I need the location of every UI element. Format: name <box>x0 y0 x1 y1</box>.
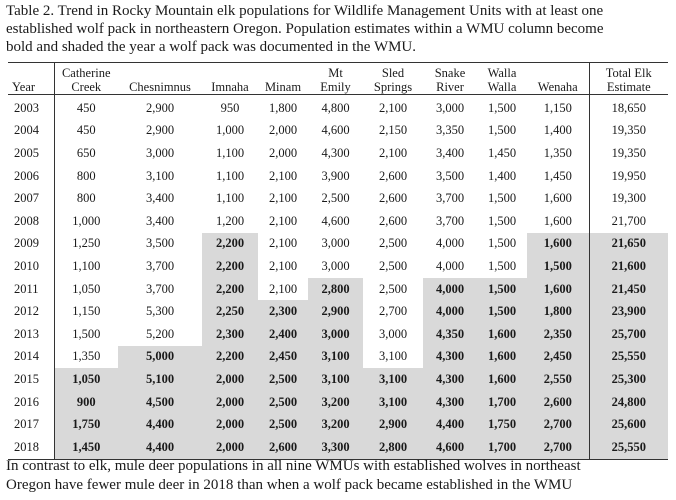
value-cell: 1,100 <box>215 145 245 160</box>
value-cell: 3,300 <box>308 436 363 459</box>
value-cell: 3,400 <box>435 145 465 160</box>
table-body <box>8 95 668 459</box>
year-cell: 2006 <box>8 165 54 188</box>
value-cell: 19,950 <box>589 165 668 188</box>
caption-line-2: established wolf pack in northeastern Oregon. Population estimates within a WMU column become <box>6 21 604 37</box>
value-cell: 1,500 <box>477 300 527 323</box>
value-cell: 3,000 <box>321 236 350 251</box>
value-cell: 3,100 <box>378 349 408 364</box>
table-row <box>8 187 668 210</box>
paragraph-line-1: In contrast to elk, mule deer populations in all nine WMUs with established wolves in northeast <box>6 458 581 474</box>
value-cell: 1,050 <box>54 368 118 391</box>
value-cell: 2,100 <box>378 100 408 115</box>
value-cell: 1,000 <box>72 213 101 228</box>
value-cell: 2,600 <box>378 213 408 228</box>
value-cell: 2,500 <box>258 368 308 391</box>
year-cell: 2009 <box>8 233 54 256</box>
column-header-line-1: Sled <box>381 66 405 80</box>
value-cell: 4,600 <box>321 123 350 138</box>
column-header <box>308 63 363 95</box>
value-cell: 450 <box>76 123 96 138</box>
value-cell: 2,100 <box>268 191 298 206</box>
column-header-line-1: Walla <box>487 66 517 80</box>
value-cell: 4,600 <box>321 213 350 228</box>
value-cell: 800 <box>76 168 96 183</box>
value-cell: 3,500 <box>145 236 175 251</box>
value-cell: 3,500 <box>435 168 465 183</box>
table-row <box>8 278 668 301</box>
caption-line-3: bold and shaded the year a wolf pack was documented in the WMU. <box>6 39 417 55</box>
value-cell: 1,600 <box>477 346 527 369</box>
value-cell: 3,000 <box>145 145 175 160</box>
value-cell: 2,000 <box>202 391 258 414</box>
value-cell: 3,200 <box>308 413 363 436</box>
value-cell: 2,900 <box>145 100 175 115</box>
value-cell: 1,500 <box>487 123 517 138</box>
column-header <box>527 63 589 95</box>
value-cell: 2,600 <box>378 168 408 183</box>
table-row <box>8 346 668 369</box>
value-cell: 800 <box>76 191 96 206</box>
value-cell: 1,450 <box>54 436 118 459</box>
column-header <box>54 63 118 95</box>
column-header-line-1 <box>202 66 258 80</box>
value-cell: 2,500 <box>258 391 308 414</box>
value-cell: 1,600 <box>527 278 589 301</box>
year-cell: 2005 <box>8 142 54 165</box>
value-cell: 2,100 <box>268 213 298 228</box>
value-cell: 3,100 <box>363 391 423 414</box>
column-header <box>202 63 258 95</box>
column-header-line-1: Total Elk <box>605 66 652 80</box>
value-cell: 23,900 <box>589 300 668 323</box>
column-header <box>118 63 202 95</box>
value-cell: 3,100 <box>145 168 175 183</box>
value-cell: 2,700 <box>527 413 589 436</box>
value-cell: 25,600 <box>589 413 668 436</box>
value-cell: 2,600 <box>527 391 589 414</box>
year-cell: 2017 <box>8 413 54 436</box>
year-cell: 2013 <box>8 323 54 346</box>
year-cell: 2007 <box>8 187 54 210</box>
value-cell: 1,700 <box>477 391 527 414</box>
value-cell: 19,350 <box>589 120 668 143</box>
paragraph-line-2: Oregon have fewer mule deer in 2018 than when a wolf pack became established in the WMU <box>6 477 573 493</box>
value-cell: 3,000 <box>308 323 363 346</box>
column-header-line-2: Creek <box>71 80 102 94</box>
year-cell: 2008 <box>8 210 54 233</box>
table-row <box>8 300 668 323</box>
value-cell: 4,400 <box>118 413 202 436</box>
value-cell: 1,400 <box>543 123 572 138</box>
table-row <box>8 391 668 414</box>
value-cell: 1,750 <box>54 413 118 436</box>
table-row <box>8 233 668 256</box>
value-cell: 2,100 <box>268 258 298 273</box>
value-cell: 1,500 <box>487 258 517 273</box>
value-cell: 3,700 <box>435 213 465 228</box>
value-cell: 2,300 <box>202 323 258 346</box>
column-header-line-2: River <box>436 80 464 94</box>
value-cell: 3,000 <box>321 258 350 273</box>
value-cell: 25,550 <box>589 346 668 369</box>
value-cell: 2,150 <box>378 123 408 138</box>
value-cell: 3,200 <box>308 391 363 414</box>
value-cell: 3,000 <box>378 326 408 341</box>
value-cell: 2,200 <box>202 278 258 301</box>
value-cell: 4,000 <box>435 258 465 273</box>
value-cell: 4,400 <box>423 413 477 436</box>
value-cell: 3,700 <box>145 258 175 273</box>
value-cell: 2,350 <box>527 323 589 346</box>
value-cell: 3,400 <box>145 213 175 228</box>
value-cell: 2,300 <box>258 300 308 323</box>
value-cell: 1,600 <box>477 368 527 391</box>
value-cell: 1,100 <box>72 258 101 273</box>
value-cell: 4,400 <box>118 436 202 459</box>
column-header-line-1: Mt <box>328 66 343 80</box>
value-cell: 1,350 <box>543 145 572 160</box>
value-cell: 1,500 <box>527 255 589 278</box>
table-row <box>8 120 668 143</box>
year-cell: 2015 <box>8 368 54 391</box>
value-cell: 1,100 <box>215 168 245 183</box>
value-cell: 19,350 <box>589 142 668 165</box>
value-cell: 2,100 <box>378 145 408 160</box>
value-cell: 2,500 <box>378 281 408 296</box>
value-cell: 1,200 <box>215 213 245 228</box>
table-row <box>8 142 668 165</box>
column-header-line-2: Emily <box>320 80 351 94</box>
value-cell: 2,450 <box>527 346 589 369</box>
value-cell: 1,600 <box>543 191 572 206</box>
value-cell: 1,500 <box>72 326 101 341</box>
column-header <box>258 63 308 95</box>
value-cell: 1,350 <box>72 349 101 364</box>
column-header-line-1 <box>258 66 308 80</box>
year-cell: 2016 <box>8 391 54 414</box>
value-cell: 3,100 <box>308 368 363 391</box>
value-cell: 4,800 <box>321 100 350 115</box>
value-cell: 3,700 <box>435 191 465 206</box>
value-cell: 2,500 <box>258 413 308 436</box>
table-row <box>8 210 668 233</box>
value-cell: 450 <box>76 100 96 115</box>
value-cell: 2,100 <box>268 236 298 251</box>
value-cell: 2,000 <box>268 145 298 160</box>
value-cell: 4,300 <box>423 368 477 391</box>
value-cell: 3,700 <box>145 281 175 296</box>
value-cell: 1,150 <box>543 100 572 115</box>
value-cell: 1,400 <box>487 168 517 183</box>
value-cell: 24,800 <box>589 391 668 414</box>
value-cell: 1,600 <box>477 323 527 346</box>
value-cell: 2,700 <box>378 304 408 319</box>
column-header-line-1 <box>118 66 202 80</box>
year-cell: 2004 <box>8 120 54 143</box>
value-cell: 2,900 <box>363 413 423 436</box>
year-cell: 2018 <box>8 436 54 459</box>
value-cell: 3,400 <box>145 191 175 206</box>
value-cell: 2,000 <box>268 123 298 138</box>
value-cell: 25,700 <box>589 323 668 346</box>
column-header <box>589 63 668 95</box>
value-cell: 18,650 <box>589 95 668 120</box>
value-cell: 650 <box>76 145 96 160</box>
table-header-row <box>8 63 668 95</box>
value-cell: 2,200 <box>202 255 258 278</box>
column-header-line-1: Catherine <box>61 66 111 80</box>
value-cell: 2,550 <box>527 368 589 391</box>
value-cell: 1,500 <box>487 213 517 228</box>
value-cell: 2,500 <box>378 258 408 273</box>
value-cell: 2,800 <box>308 278 363 301</box>
table-row <box>8 95 668 120</box>
value-cell: 1,500 <box>487 100 517 115</box>
value-cell: 1,000 <box>215 123 245 138</box>
value-cell: 3,100 <box>308 346 363 369</box>
value-cell: 2,100 <box>268 281 298 296</box>
value-cell: 19,300 <box>589 187 668 210</box>
column-header <box>477 63 527 95</box>
value-cell: 2,200 <box>202 346 258 369</box>
table-caption <box>6 2 670 56</box>
value-cell: 2,600 <box>258 436 308 459</box>
value-cell: 2,900 <box>145 123 175 138</box>
value-cell: 2,400 <box>258 323 308 346</box>
column-header-line-2: Wenaha <box>537 80 578 94</box>
value-cell: 25,550 <box>589 436 668 459</box>
value-cell: 2,000 <box>202 413 258 436</box>
value-cell: 4,300 <box>321 145 350 160</box>
column-header-line-2: Year <box>12 80 36 94</box>
year-cell: 2012 <box>8 300 54 323</box>
value-cell: 1,700 <box>477 436 527 459</box>
value-cell: 4,300 <box>423 346 477 369</box>
value-cell: 1,600 <box>527 233 589 256</box>
table-row <box>8 436 668 459</box>
value-cell: 900 <box>54 391 118 414</box>
column-header-line-1 <box>12 66 54 80</box>
value-cell: 1,800 <box>268 100 298 115</box>
value-cell: 1,050 <box>72 281 101 296</box>
year-cell: 2010 <box>8 255 54 278</box>
value-cell: 4,300 <box>423 391 477 414</box>
year-cell: 2014 <box>8 346 54 369</box>
column-header-line-1: Snake <box>434 66 466 80</box>
column-header-line-1 <box>527 66 589 80</box>
table-row <box>8 165 668 188</box>
value-cell: 950 <box>220 100 240 115</box>
elk-population-table <box>8 62 668 460</box>
value-cell: 2,200 <box>202 233 258 256</box>
table-row <box>8 368 668 391</box>
column-header-line-2: Walla <box>487 80 517 94</box>
value-cell: 1,500 <box>477 278 527 301</box>
table-row <box>8 255 668 278</box>
value-cell: 21,650 <box>589 233 668 256</box>
value-cell: 1,150 <box>72 304 101 319</box>
value-cell: 5,000 <box>118 346 202 369</box>
column-header <box>363 63 423 95</box>
value-cell: 1,450 <box>543 168 572 183</box>
column-header <box>423 63 477 95</box>
value-cell: 3,350 <box>435 123 465 138</box>
column-header <box>8 63 54 95</box>
value-cell: 3,100 <box>363 368 423 391</box>
column-header-line-2: Minam <box>264 80 302 94</box>
value-cell: 2,600 <box>378 191 408 206</box>
column-header-line-2: Imnaha <box>211 80 249 94</box>
value-cell: 2,900 <box>308 300 363 323</box>
value-cell: 1,500 <box>487 191 517 206</box>
value-cell: 21,700 <box>589 210 668 233</box>
value-cell: 2,000 <box>202 368 258 391</box>
year-cell: 2011 <box>8 278 54 301</box>
column-header-line-2: Chesnimnus <box>129 80 191 94</box>
value-cell: 1,750 <box>477 413 527 436</box>
value-cell: 4,000 <box>423 300 477 323</box>
value-cell: 21,600 <box>589 255 668 278</box>
value-cell: 4,000 <box>435 236 465 251</box>
table-row <box>8 413 668 436</box>
value-cell: 2,500 <box>321 191 350 206</box>
body-paragraph <box>6 457 670 495</box>
value-cell: 4,000 <box>423 278 477 301</box>
value-cell: 4,350 <box>423 323 477 346</box>
value-cell: 1,250 <box>72 236 101 251</box>
value-cell: 1,800 <box>527 300 589 323</box>
value-cell: 2,500 <box>378 236 408 251</box>
value-cell: 4,500 <box>118 391 202 414</box>
value-cell: 3,900 <box>321 168 350 183</box>
value-cell: 5,300 <box>145 304 175 319</box>
value-cell: 2,000 <box>202 436 258 459</box>
caption-line-1: Table 2. Trend in Rocky Mountain elk populations for Wildlife Management Units with at least one <box>6 3 604 19</box>
value-cell: 4,600 <box>423 436 477 459</box>
value-cell: 21,450 <box>589 278 668 301</box>
column-header-line-2: Springs <box>373 80 413 94</box>
value-cell: 2,250 <box>202 300 258 323</box>
table-row <box>8 323 668 346</box>
value-cell: 1,100 <box>215 191 245 206</box>
year-cell: 2003 <box>8 95 54 120</box>
value-cell: 5,200 <box>145 326 175 341</box>
value-cell: 5,100 <box>118 368 202 391</box>
value-cell: 2,450 <box>258 346 308 369</box>
value-cell: 2,100 <box>268 168 298 183</box>
value-cell: 1,450 <box>487 145 517 160</box>
value-cell: 1,500 <box>487 236 517 251</box>
value-cell: 1,600 <box>543 213 572 228</box>
value-cell: 2,800 <box>363 436 423 459</box>
value-cell: 2,700 <box>527 436 589 459</box>
value-cell: 25,300 <box>589 368 668 391</box>
column-header-line-2: Estimate <box>606 80 651 94</box>
value-cell: 3,000 <box>435 100 465 115</box>
